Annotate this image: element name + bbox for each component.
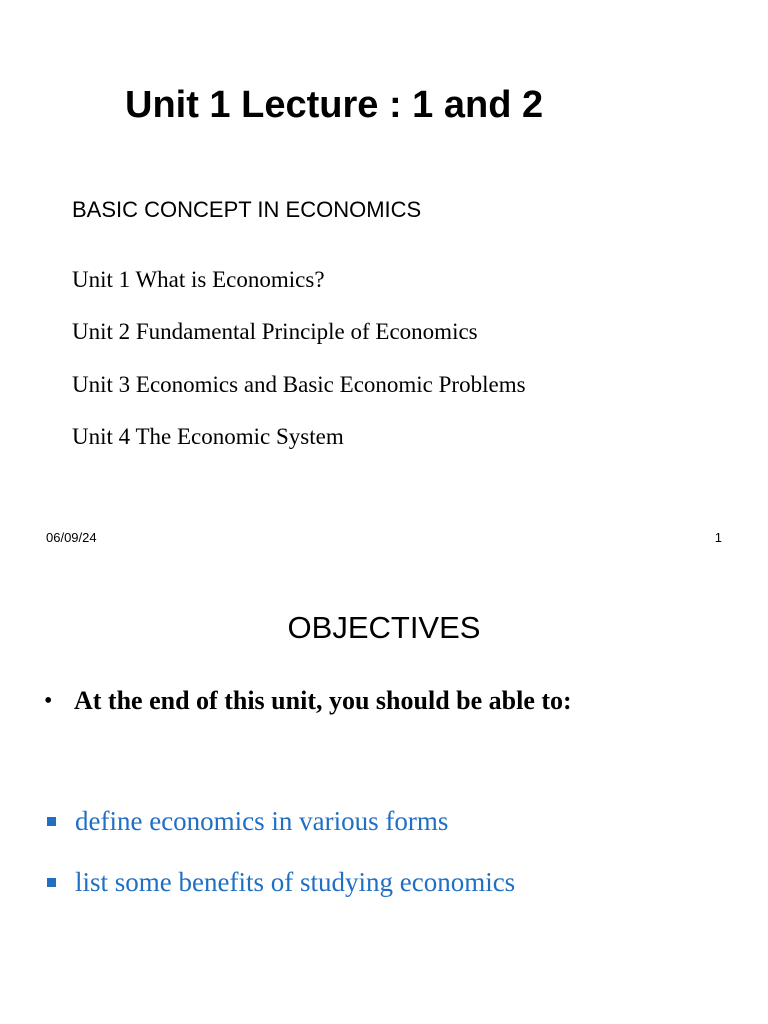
page-number: 1 [714,530,722,545]
objective-text: list some benefits of studying economics [75,867,516,897]
square-bullet-icon [47,878,56,887]
footer-date: 06/09/24 [46,530,97,545]
slide-2 [0,560,768,1024]
slide-subtitle: BASIC CONCEPT IN ECONOMICS [72,197,422,222]
unit-item: Unit 2 Fundamental Principle of Economics [72,319,478,345]
intro-bullet [44,684,572,718]
unit-list [72,266,526,475]
slide-title: Unit 1 Lecture : 1 and 2 [125,84,544,126]
objective-item [47,804,515,865]
intro-text: At the end of this unit, you should be able to: [74,686,572,715]
objective-list [47,804,515,926]
objective-text: define economics in various forms [75,806,449,836]
bullet-dot-icon: • [44,688,53,714]
objective-item [47,865,515,926]
unit-item: Unit 3 Economics and Basic Economic Problems [72,371,526,397]
objectives-title: OBJECTIVES [287,610,481,645]
square-bullet-icon [47,817,56,826]
unit-item: Unit 1 What is Economics? [72,267,325,292]
unit-item: Unit 4 The Economic System [72,423,344,449]
